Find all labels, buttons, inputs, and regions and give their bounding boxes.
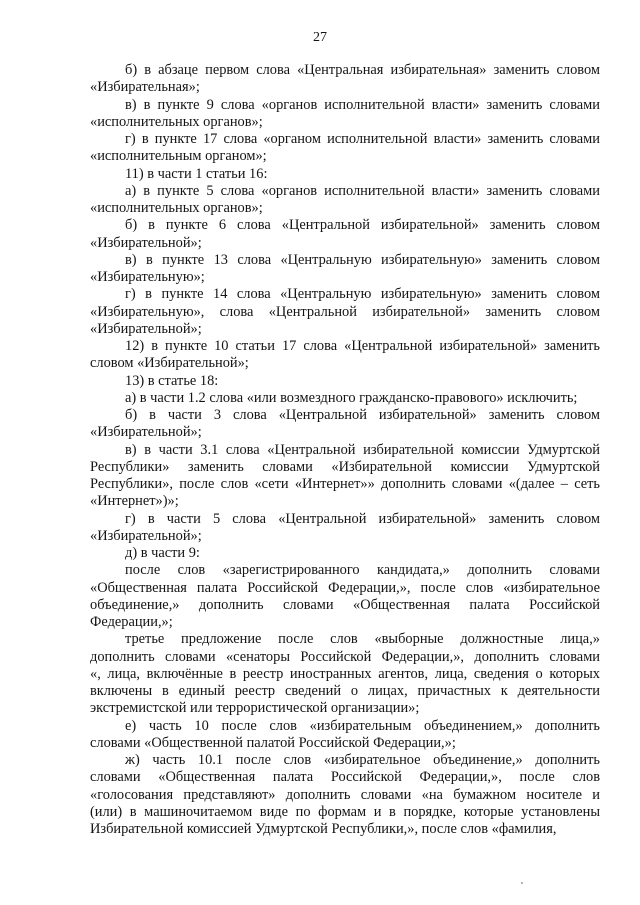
paragraph [90, 97, 600, 132]
text-line: 12) в пункте 10 статьи 17 слова «Центральной избирательной» заменить [125, 338, 600, 354]
paragraph [90, 442, 600, 511]
text-line: дополнить словами «сенаторы Российской Федерации,», дополнить словами [90, 648, 600, 665]
text-line: «голосования представляют» дополнить словами «на бумажном носителе и [90, 786, 600, 803]
text-line: Избирательной комиссией Удмуртской Республики,», после слов «фамилия, [90, 821, 557, 837]
text-line: в) в части 3.1 слова «Центральной избирательной комиссии Удмуртской [125, 441, 600, 458]
text-line: «исполнительных органов»; [90, 113, 263, 130]
text-line: в) в пункте 13 слова «Центральную избирательную» заменить словом [125, 251, 600, 268]
text-line: словом «Избирательной»; [90, 355, 249, 372]
paragraph [90, 390, 600, 407]
text-line: б) в пункте 6 слова «Центральной избирательной» заменить словом [125, 217, 600, 234]
paragraph [90, 545, 600, 562]
scan-speck [521, 882, 523, 884]
paragraph [90, 131, 600, 166]
text-line: после слов «зарегистрированного кандидата,» дополнить словами [125, 562, 600, 579]
text-line: «Избирательную», слова «Центральной избирательной» заменить словом [90, 303, 600, 320]
text-line: словами «Общественная палата Российской Федерации,», после слов [90, 769, 600, 786]
paragraph [90, 511, 600, 546]
text-line: «Избирательную»; [90, 269, 205, 285]
text-line: ж) часть 10.1 после слов «избирательное объединение,» дополнить [125, 752, 600, 768]
text-line: «Избирательной»; [90, 424, 202, 441]
paragraph [90, 338, 600, 373]
text-line: «Избирательной»; [90, 320, 202, 337]
text-line: д) в части 9: [125, 545, 200, 561]
paragraph [90, 631, 600, 717]
text-line: а) в пункте 5 слова «органов исполнительной власти» заменить словами [125, 182, 600, 199]
text-line: е) часть 10 после слов «избирательным объединением,» дополнить [125, 717, 600, 734]
paragraph [90, 752, 600, 838]
text-line: объединение,» дополнить словами «Общественная палата Российской [90, 596, 600, 613]
text-line: «Избирательная»; [90, 79, 200, 96]
paragraph [90, 286, 600, 338]
text-line: 11) в части 1 статьи 16: [125, 165, 268, 182]
text-line: г) в пункте 17 слова «органом исполнительной власти» заменить словами [125, 131, 600, 147]
paragraph [90, 183, 600, 218]
paragraph [90, 718, 600, 753]
text-line: «исполнительным органом»; [90, 148, 267, 165]
text-line: г) в части 5 слова «Центральной избирательной» заменить словом [125, 510, 600, 527]
text-line: г) в пункте 14 слова «Центральную избирательную» заменить словом [125, 286, 600, 303]
text-line: (или) в машиночитаемом виде по формам и в порядке, которые установлены [90, 803, 600, 820]
text-line: в) в пункте 9 слова «органов исполнительной власти» заменить словами [125, 96, 600, 113]
text-line: третье предложение после слов «выборные должностные лица,» [125, 631, 600, 648]
text-line: Республики» заменить словами «Избирательной комиссии Удмуртской [90, 458, 600, 475]
paragraph [90, 166, 600, 183]
page-number: 27 [313, 30, 327, 45]
text-line: «Интернет»)»; [90, 493, 179, 510]
text-line: «Общественная палата Российской Федерации,», после слов «избирательное [90, 579, 600, 596]
text-line: б) в части 3 слова «Центральной избирательной» заменить словом [125, 407, 600, 423]
text-line: «исполнительных органов»; [90, 200, 263, 216]
text-line: включены в единый реестр сведений о лицах, причастных к деятельности [90, 683, 600, 699]
paragraph [90, 217, 600, 252]
text-line: «Избирательной»; [90, 234, 202, 251]
text-line: «, лица, включённые в реестр иностранных агентов, лица, сведения о которых [90, 665, 600, 682]
document-body [90, 62, 600, 838]
text-line: б) в абзаце первом слова «Центральная избирательная» заменить словом [125, 62, 600, 78]
text-line: Республики», после слов «сети «Интернет»» дополнить словами «(далее – сеть [90, 476, 600, 492]
text-line: «Избирательной»; [90, 527, 202, 544]
text-line: экстремистской или террористической организации»; [90, 700, 420, 717]
paragraph [90, 562, 600, 631]
paragraph [90, 62, 600, 97]
text-line: словами «Общественной палатой Российской Федерации,»; [90, 734, 456, 751]
text-line: а) в части 1.2 слова «или возмездного гражданско-правового» исключить; [125, 389, 578, 406]
paragraph [90, 252, 600, 287]
paragraph [90, 407, 600, 442]
text-line: 13) в статье 18: [125, 372, 219, 389]
text-line: Федерации,»; [90, 614, 173, 630]
paragraph [90, 373, 600, 390]
